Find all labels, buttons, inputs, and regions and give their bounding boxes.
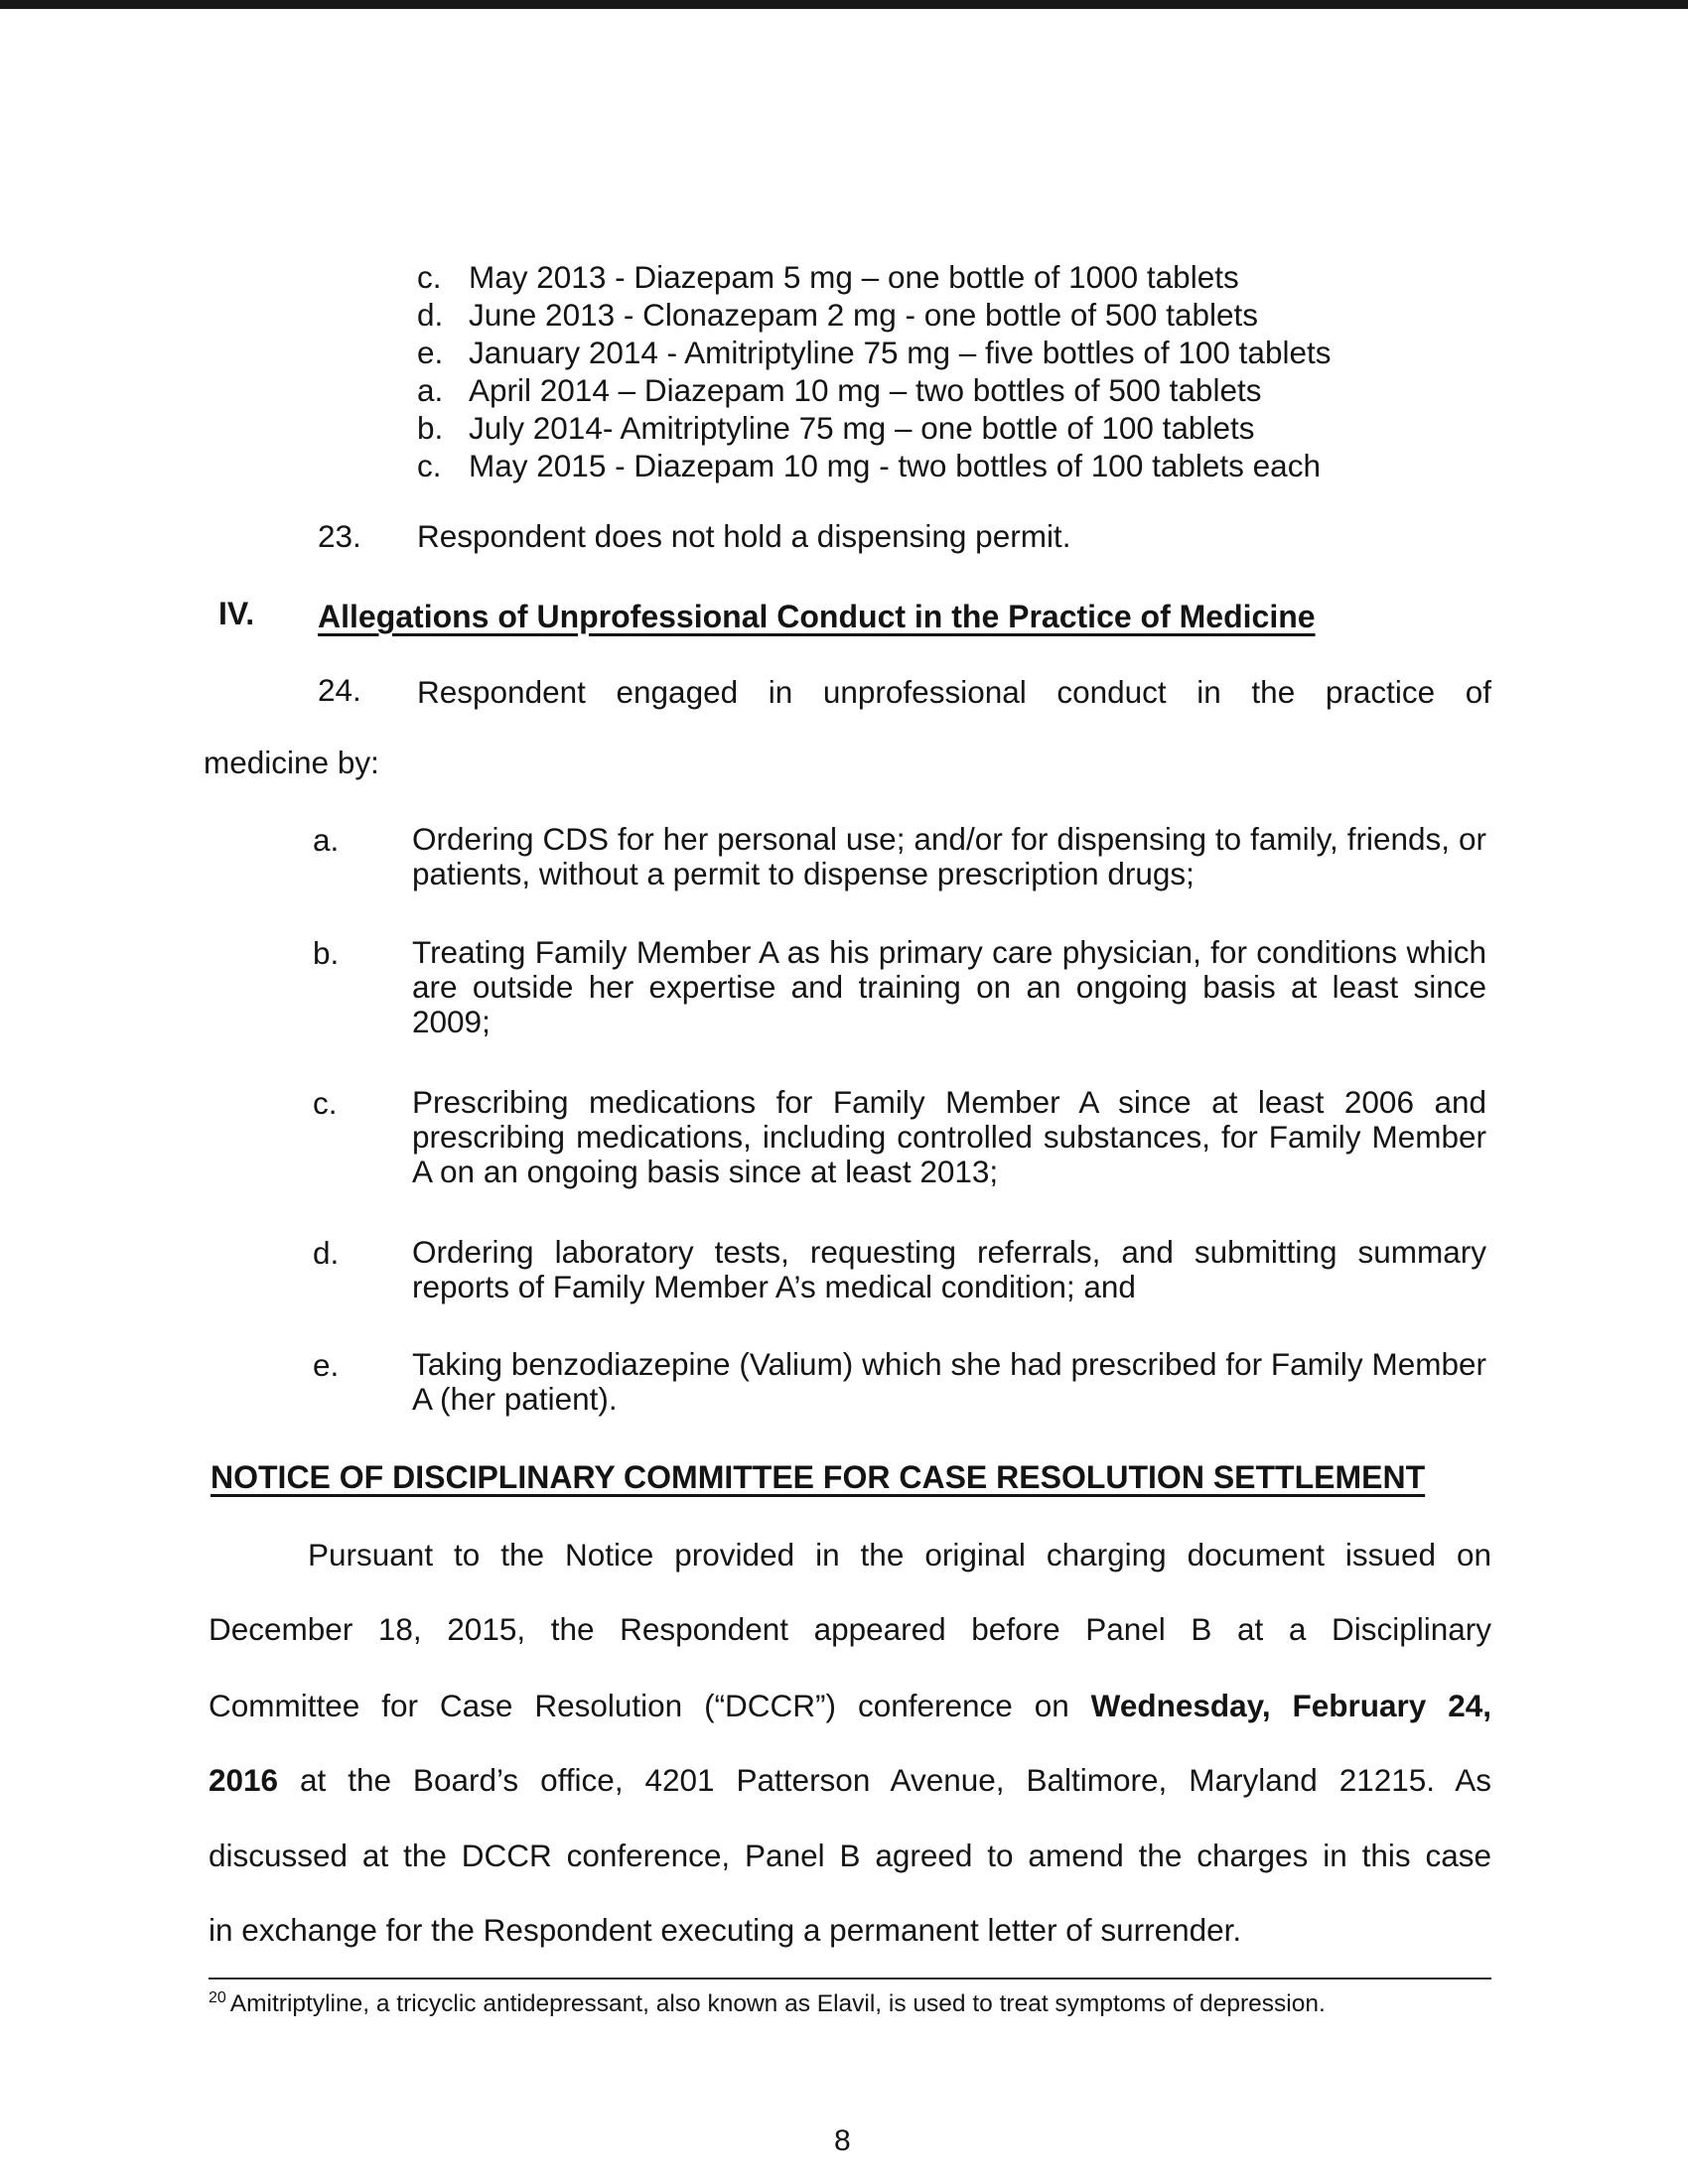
notice-heading: NOTICE OF DISCIPLINARY COMMITTEE FOR CASE RESOLUTION SETTLEMENT xyxy=(211,1459,1426,1495)
paragraph-text: Respondent engaged in unprofessional conduct in the practice of xyxy=(417,674,1491,710)
list-item: b. July 2014- Amitriptyline 75 mg – one bottle of 100 tablets xyxy=(417,410,1255,446)
notice-paragraph-line: discussed at the DCCR conference, Panel B agreed to amend the charges in this case xyxy=(209,1838,1491,1873)
paragraph-text: Respondent does not hold a dispensing permit. xyxy=(417,518,1071,554)
list-item: c. May 2013 - Diazepam 5 mg – one bottle of 1000 tablets xyxy=(417,259,1239,295)
notice-paragraph-line: 2016 at the Board’s office, 4201 Patterson Avenue, Baltimore, Maryland 21215. As xyxy=(209,1762,1491,1798)
list-item: a. April 2014 – Diazepam 10 mg – two bottles of 500 tablets xyxy=(417,372,1262,408)
notice-paragraph-line: December 18, 2015, the Respondent appeared before Panel B at a Disciplinary xyxy=(209,1611,1491,1647)
paragraph-number: 24. xyxy=(318,672,361,708)
notice-paragraph-line: Pursuant to the Notice provided in the original charging document issued on xyxy=(308,1537,1491,1572)
paragraph-text: medicine by: xyxy=(204,745,379,780)
paragraph-number: 23. xyxy=(318,518,361,554)
footnote-divider xyxy=(209,1978,1491,1979)
list-item: c. May 2015 - Diazepam 10 mg - two bottles of 100 tablets each xyxy=(417,448,1321,483)
footnote-marker: 20 xyxy=(209,1989,226,2006)
section-heading: Allegations of Unprofessional Conduct in the Practice of Medicine xyxy=(318,599,1316,634)
list-item: d. June 2013 - Clonazepam 2 mg - one bottle of 500 tablets xyxy=(417,297,1259,333)
scan-top-edge xyxy=(0,0,1688,9)
list-item: e. January 2014 - Amitriptyline 75 mg – five bottles of 100 tablets xyxy=(417,335,1332,370)
section-number: IV. xyxy=(218,596,255,631)
notice-paragraph-line: in exchange for the Respondent executing a permanent letter of surrender. xyxy=(209,1912,1242,1948)
footnote: $^{20}$ Amitriptyline, a tricyclic antidepressant, also known as Elavil, is used to treat symptoms of depression. xyxy=(209,1989,1326,2018)
notice-paragraph-line: Committee for Case Resolution (“DCCR”) conference on Wednesday, February 24, xyxy=(209,1688,1491,1723)
page-number: 8 xyxy=(834,2124,851,2157)
